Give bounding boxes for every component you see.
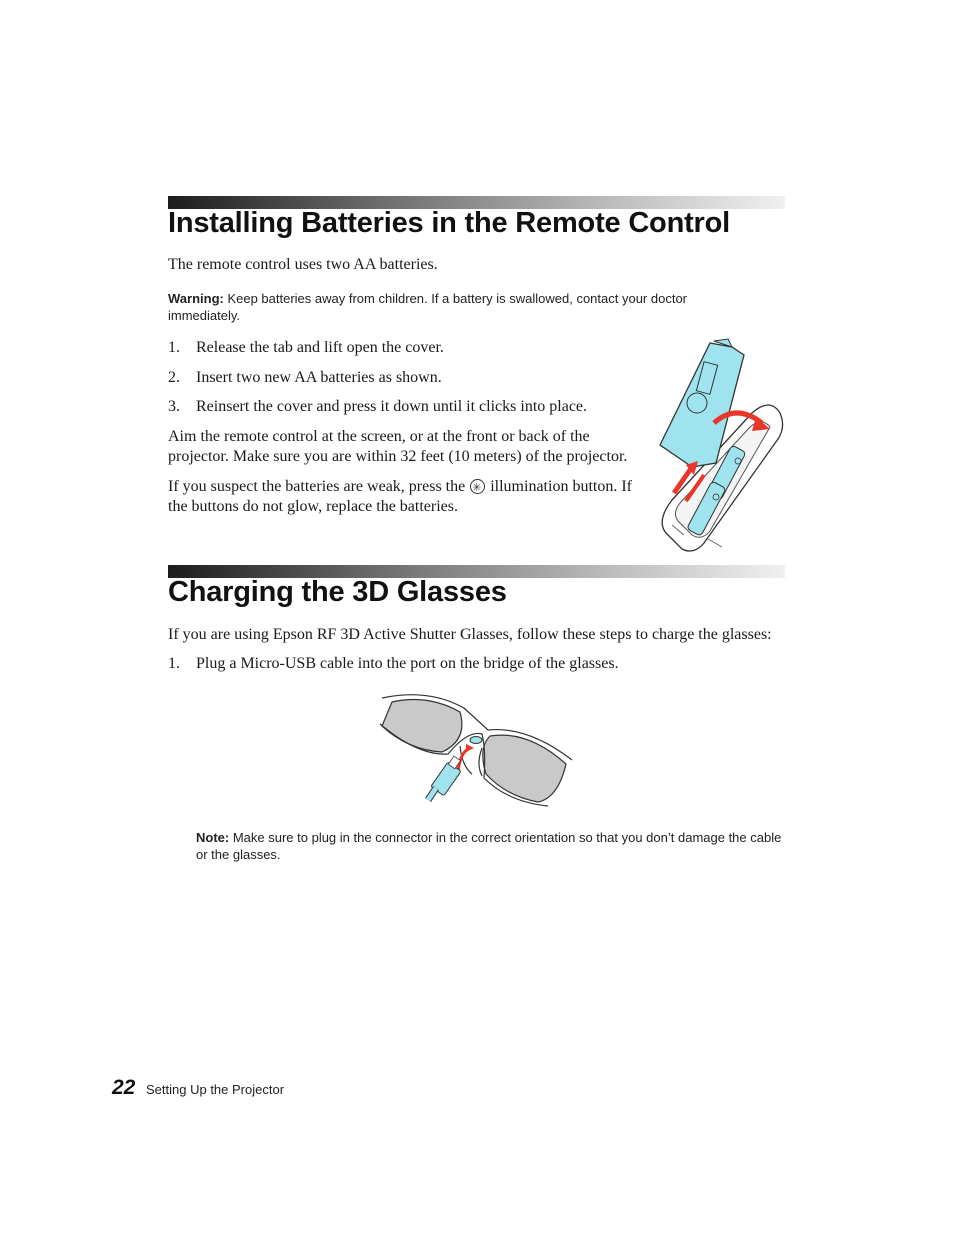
batteries-intro: The remote control uses two AA batteries. xyxy=(168,256,438,273)
step-text: Plug a Micro-USB cable into the port on the bridge of the glasses. xyxy=(196,655,619,672)
illumination-icon xyxy=(470,479,485,494)
weak-batteries-line2: the buttons do not glow, replace the batteries. xyxy=(168,498,458,515)
warning-text: Keep batteries away from children. If a battery is swallowed, contact your doctor immediately. xyxy=(168,291,688,323)
note-paragraph xyxy=(196,829,786,863)
note-text: Make sure to plug in the connector in the correct orientation so that you don’t damage the cable or the glasses. xyxy=(196,830,782,862)
step-number: 1. xyxy=(168,339,180,356)
section-title-batteries: Installing Batteries in the Remote Control xyxy=(168,207,730,239)
note-label: Note: xyxy=(196,830,230,845)
weak-text-part1: If you suspect the batteries are weak, press the xyxy=(168,478,466,495)
footer-section-name: Setting Up the Projector xyxy=(146,1082,285,1097)
step-number: 1. xyxy=(168,655,180,672)
warning-label: Warning: xyxy=(168,291,224,306)
glasses-usb-illustration xyxy=(378,690,576,810)
step-number: 3. xyxy=(168,398,180,415)
step-text: Reinsert the cover and press it down until it clicks into place. xyxy=(196,398,588,415)
step-number: 2. xyxy=(168,369,180,386)
weak-text-part2: illumination button. If xyxy=(490,478,632,495)
warning-note xyxy=(168,290,758,324)
remote-battery-illustration xyxy=(652,335,792,557)
step-text: Release the tab and lift open the cover. xyxy=(196,339,444,356)
weak-batteries-line1 xyxy=(168,477,632,497)
aim-paragraph-line2: projector. Make sure you are within 32 feet (10 meters) of the projector. xyxy=(168,448,628,465)
page-number: 22 xyxy=(112,1076,136,1099)
section-title-glasses: Charging the 3D Glasses xyxy=(168,576,507,608)
step-text: Insert two new AA batteries as shown. xyxy=(196,369,442,386)
glasses-intro: If you are using Epson RF 3D Active Shutter Glasses, follow these steps to charge the glasses: xyxy=(168,626,772,643)
aim-paragraph-line1: Aim the remote control at the screen, or at the front or back of the xyxy=(168,428,590,445)
